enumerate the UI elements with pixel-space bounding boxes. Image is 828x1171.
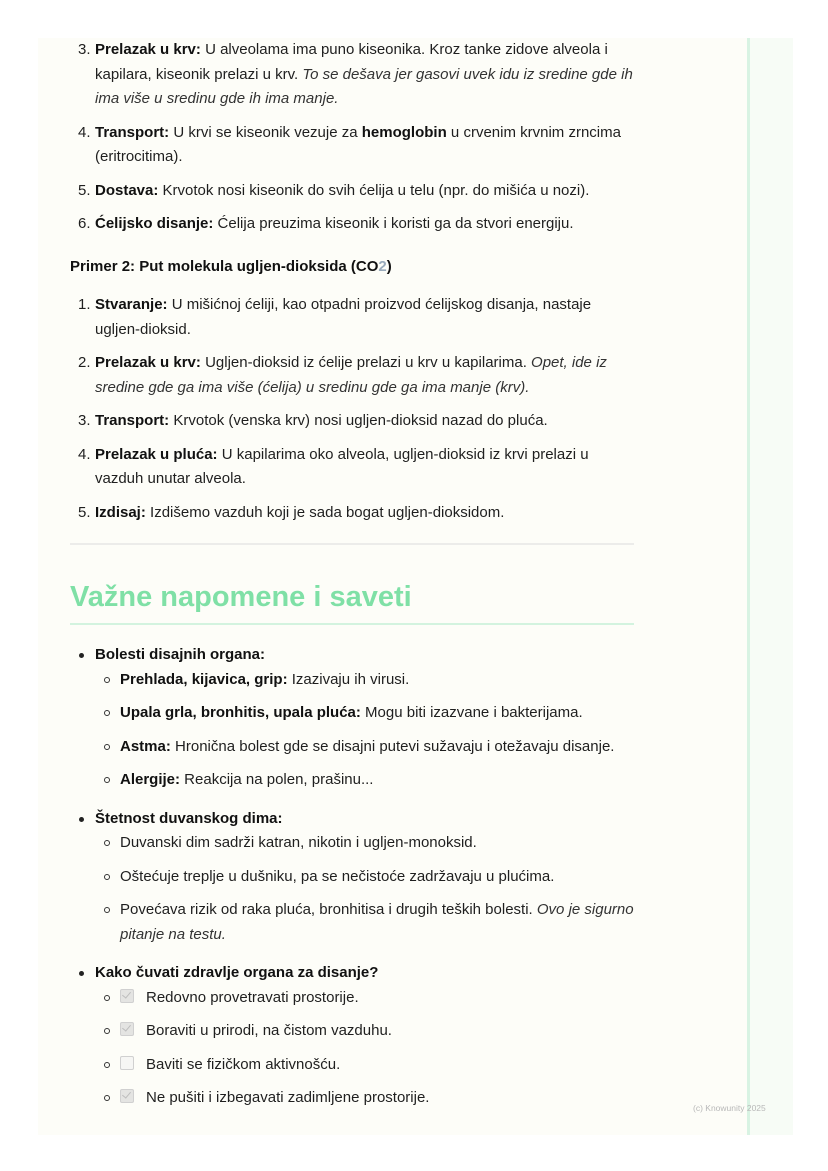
- list-item: Povećava rizik od raka pluća, bronhitisa i drugih teških bolesti. Ovo je sigurno pitanje na testu.: [95, 898, 634, 947]
- bullet-icon: [79, 653, 84, 658]
- circle-bullet-icon: [104, 840, 110, 846]
- circle-bullet-icon: [104, 1028, 110, 1034]
- side-margin-panel: [747, 38, 793, 1135]
- checkbox-unchecked[interactable]: [120, 1056, 134, 1070]
- list-item: Oštećuje treplje u dušniku, pa se nečistoće zadržavaju u plućima.: [95, 865, 634, 890]
- list-item: 6. Ćelijsko disanje: Ćelija preuzima kiseonik i koristi ga da stvori energiju.: [78, 215, 574, 232]
- list-item: 1. Stvaranje: U mišićnoj ćeliji, kao otpadni proizvod ćelijskog disanja, nastaje ugljen-dioksid.: [78, 296, 592, 338]
- circle-bullet-icon: [104, 1095, 110, 1101]
- list-item: Štetnost duvanskog dima: Duvanski dim sadrži katran, nikotin i ugljen-monoksid. Oštećuje treplje u dušniku, pa se nečistoće zadržavaju u plućima. Povećava rizik od raka pluća, bronhitisa i drugih teških bolesti. Ovo je sigurno pitanje na testu.: [70, 807, 634, 948]
- list-item: 5. Dostava: Krvotok nosi kiseonik do svih ćelija u telu (npr. do mišića u nozi).: [78, 181, 590, 199]
- checklist-item: Boraviti u prirodi, na čistom vazduhu.: [95, 1019, 634, 1044]
- sub-list: [95, 831, 634, 947]
- circle-bullet-icon: [104, 777, 110, 783]
- list-item: Prehlada, kijavica, grip: Izazivaju ih virusi.: [95, 668, 634, 693]
- list-item: 4. Transport: U krvi se kiseonik vezuje za hemoglobin u crvenim krvnim zrncima (eritrocitima).: [78, 123, 621, 165]
- notes-list: [70, 643, 634, 1111]
- checkbox-checked[interactable]: [120, 989, 134, 1003]
- list-item: Duvanski dim sadrži katran, nikotin i ugljen-monoksid.: [95, 831, 634, 856]
- list-item: Bolesti disajnih organa: Prehlada, kijavica, grip: Izazivaju ih virusi. Upala grla, bronhitis, upala pluća: Mogu biti izazvane i bakterijama. Astma: Hronična bolest gde se disajni putevi sužavaju i otežavaju disanje. Alergije: Reakcija na polen, prašinu...: [70, 643, 634, 793]
- checklist-item: Ne pušiti i izbegavati zadimljene prostorije.: [95, 1086, 634, 1111]
- circle-bullet-icon: [104, 1062, 110, 1068]
- document-content: [70, 38, 634, 1125]
- checklist-item: Redovno provetravati prostorije.: [95, 986, 634, 1011]
- circle-bullet-icon: [104, 744, 110, 750]
- bullet-icon: [79, 817, 84, 822]
- circle-bullet-icon: [104, 995, 110, 1001]
- list-item: 4. Prelazak u pluća: U kapilarima oko alveola, ugljen-dioksid iz krvi prelazi u vazduh unutar alveola.: [78, 445, 589, 487]
- bullet-icon: [79, 971, 84, 976]
- example-2-heading: Primer 2: Put molekula ugljen-dioksida (CO2): [70, 257, 392, 275]
- checkbox-checked[interactable]: [120, 1022, 134, 1036]
- copyright-footer: (c) Knowunity 2025: [693, 1103, 766, 1113]
- oxygen-path-list: [70, 38, 634, 237]
- circle-bullet-icon: [104, 710, 110, 716]
- list-item: Upala grla, bronhitis, upala pluća: Mogu biti izazvane i bakterijama.: [95, 701, 634, 726]
- sub-list: [95, 668, 634, 793]
- list-item: 3. Transport: Krvotok (venska krv) nosi ugljen-dioksid nazad do pluća.: [78, 412, 548, 429]
- section-title: Važne napomene i saveti: [70, 581, 412, 613]
- list-item: 3. Prelazak u krv: U alveolama ima puno kiseonika. Kroz tanke zidove alveola i kapilara, kiseonik prelazi u krv. To se dešava jer gasovi uvek idu iz sredine gde ih ima više u sredinu gde ih ima manje.: [78, 41, 633, 107]
- co2-path-list: [70, 293, 634, 525]
- checkbox-checked[interactable]: [120, 1089, 134, 1103]
- section-title-underline: [70, 623, 634, 625]
- circle-bullet-icon: [104, 907, 110, 913]
- list-item: 5. Izdisaj: Izdišemo vazduh koji je sada bogat ugljen-dioksidom.: [78, 503, 505, 521]
- section-divider: [70, 543, 634, 545]
- list-item: Alergije: Reakcija na polen, prašinu...: [95, 768, 634, 793]
- circle-bullet-icon: [104, 677, 110, 683]
- checklist: [95, 986, 634, 1111]
- list-item: 2. Prelazak u krv: Ugljen-dioksid iz ćelije prelazi u krv u kapilarima. Opet, ide iz sredine gde ga ima više (ćelija) u sredinu gde ga ima manje (krv).: [78, 354, 607, 396]
- checklist-item: Baviti se fizičkom aktivnošću.: [95, 1053, 634, 1078]
- list-item: Astma: Hronična bolest gde se disajni putevi sužavaju i otežavaju disanje.: [95, 735, 634, 760]
- circle-bullet-icon: [104, 874, 110, 880]
- list-item: Kako čuvati zdravlje organa za disanje? Redovno provetravati prostorije. Boraviti u prirodi, na čistom vazduhu. Baviti se fizičkom aktivnošću. Ne pušiti i izbegavati zadimljene prostorije.: [70, 961, 634, 1111]
